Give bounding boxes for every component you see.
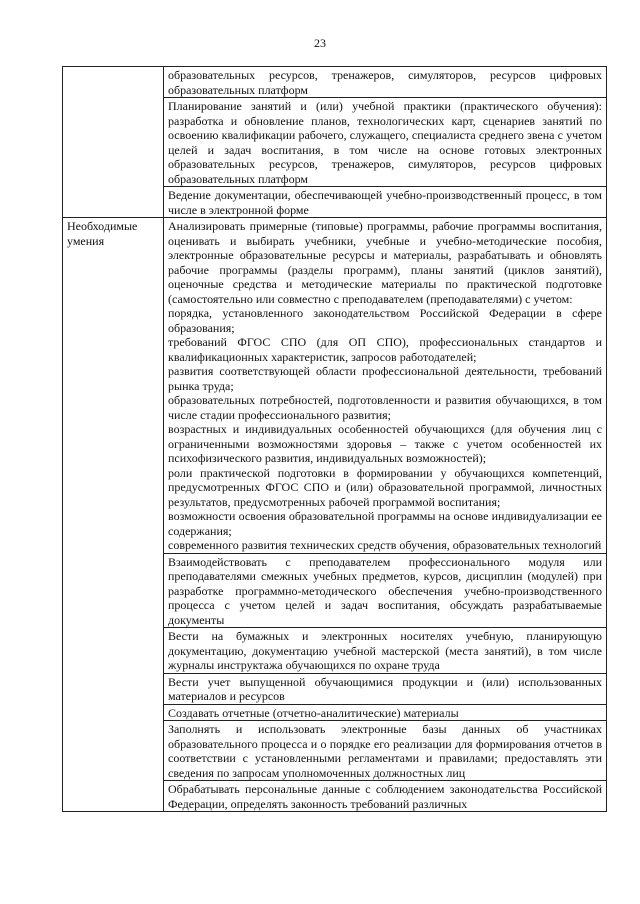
content-table bbox=[62, 66, 607, 812]
cell-paragraph: возможности освоения образовательной программы на основе индивидуализации ее содержания; bbox=[168, 509, 602, 538]
cell-paragraph: образовательных ресурсов, тренажеров, симуляторов, ресурсов цифровых образовательных платформ bbox=[168, 68, 602, 97]
cell-paragraph: Заполнять и использовать электронные базы данных об участниках образовательного процесса и о порядке его реализации для формирования отчетов в соответствии с установленными регламентами и правилами; предоставлять эти сведения по запросам уполномоченных должностных лиц bbox=[168, 722, 602, 780]
row-label: Необходимые умения bbox=[63, 218, 164, 812]
cell-paragraph: Ведение документации, обеспечивающей учебно-производственный процесс, в том числе в электронной форме bbox=[168, 188, 602, 217]
cell-paragraph: Создавать отчетные (отчетно-аналитические) материалы bbox=[168, 705, 459, 720]
table-row bbox=[63, 67, 607, 98]
cell-paragraph: Вести на бумажных и электронных носителях учебную, планирующую документацию, документацию учебной мастерской (места занятий), в том числе журналы инструктажа обучающихся по охране труда bbox=[168, 629, 602, 672]
cell-paragraph: Взаимодействовать с преподавателем профессионального модуля или преподавателями смежных учебных предметов, курсов, дисциплин (модулей) при разработке программно-методического обеспечения учебно-производственного процесса с учетом целей и задач воспитания, обсуждать разрабатываемые документы bbox=[168, 554, 602, 627]
content-cell bbox=[164, 67, 607, 98]
content-cell bbox=[164, 704, 607, 721]
content-cell bbox=[164, 781, 607, 812]
cell-paragraph: требований ФГОС СПО (для ОП СПО), профессиональных стандартов и квалификационных характеристик, запросов работодателей; bbox=[168, 335, 602, 364]
cell-paragraph: Вести учет выпущенной обучающимися продукции и (или) использованных материалов и ресурсов bbox=[168, 674, 602, 703]
cell-paragraph: порядка, установленного законодательством Российской Федерации в сфере образования; bbox=[168, 306, 602, 335]
content-cell bbox=[164, 628, 607, 674]
content-cell bbox=[164, 553, 607, 628]
row-label bbox=[63, 67, 164, 218]
cell-paragraph: образовательных потребностей, подготовленности и развития обучающихся, в том числе стадии профессионального развития; bbox=[168, 393, 602, 422]
cell-paragraph: Анализировать примерные (типовые) программы, рабочие программы воспитания, оценивать и выбирать учебники, учебные и учебно-методические пособия, электронные образовательные ресурсы и материалы, разрабатывать и обновлять рабочие программы (разделы программ), планы занятий (циклов занятий), оценочные средства и методические материалы по практической подготовке (самостоятельно или совместно с преподавателем (преподавателями) с учетом: bbox=[168, 219, 602, 306]
cell-paragraph: возрастных и индивидуальных особенностей обучающихся (для обучения лиц с ограниченными возможностями здоровья – также с учетом особенностей их психофизического развития, индивидуальных возможностей); bbox=[168, 422, 602, 465]
cell-paragraph: развития соответствующей области профессиональной деятельности, требований рынка труда; bbox=[168, 364, 602, 393]
table-body bbox=[63, 67, 607, 812]
content-cell bbox=[164, 673, 607, 704]
cell-paragraph: Планирование занятий и (или) учебной практики (практического обучения): разработка и обновление планов, технологических карт, сценариев занятий по освоению квалификации рабочего, служащего, специалиста среднего звена с учетом целей и задач воспитания, в том числе на основе готовых электронных образовательных ресурсов, тренажеров, симуляторов, ресурсов цифровых образовательных платформ bbox=[168, 99, 602, 186]
table-row bbox=[63, 218, 607, 554]
page-number: 23 bbox=[314, 36, 326, 50]
content-cell bbox=[164, 218, 607, 554]
cell-paragraph: роли практической подготовки в формировании у обучающихся компетенций, предусмотренных ФГОС СПО и (или) образовательной программой, личностных результатов, предусмотренных рабочей программой воспитания; bbox=[168, 465, 602, 509]
content-cell bbox=[164, 98, 607, 187]
cell-paragraph: Обрабатывать персональные данные с соблюдением законодательства Российской Федерации, определять законность требований различных bbox=[168, 782, 602, 811]
cell-paragraph: современного развития технических средств обучения, образовательных технологий bbox=[168, 538, 602, 552]
content-cell bbox=[164, 721, 607, 781]
content-cell bbox=[164, 187, 607, 218]
